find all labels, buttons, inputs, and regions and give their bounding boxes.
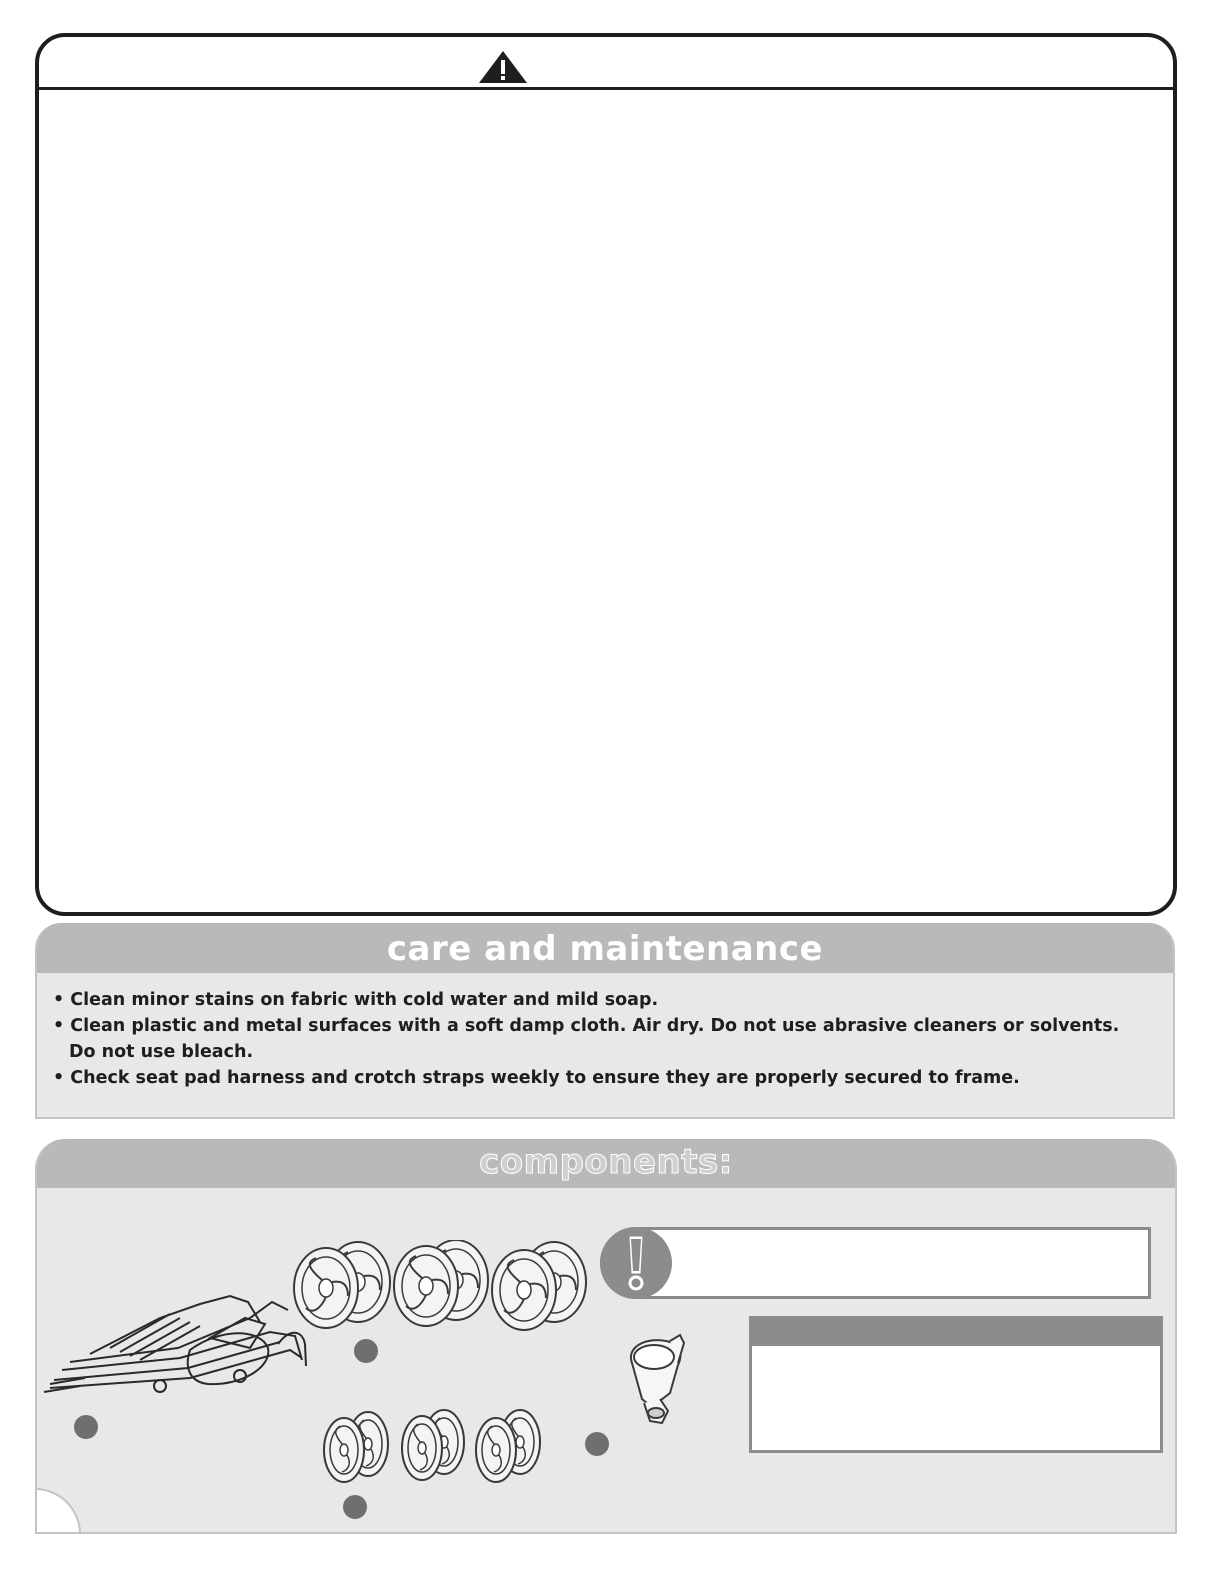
info-table-body (749, 1346, 1163, 1453)
care-list (53, 987, 1121, 1091)
part-marker-cup-holder (585, 1432, 609, 1456)
part-marker-frame (74, 1415, 98, 1439)
part-marker-rear-wheels (354, 1339, 378, 1363)
care-maintenance-panel (35, 923, 1175, 1119)
warning-box (35, 33, 1177, 916)
care-header (37, 923, 1173, 973)
components-header (37, 1139, 1175, 1188)
info-table (749, 1316, 1163, 1453)
care-item-straps: • Check seat pad harness and crotch straps weekly to ensure they are properly secured to frame. (53, 1068, 1020, 1088)
rear-wheels-icon (292, 1240, 590, 1340)
warning-header-divider (39, 87, 1173, 90)
exclamation-icon (600, 1227, 672, 1299)
note-box (600, 1227, 1151, 1299)
front-wheels-icon (318, 1408, 550, 1488)
care-item-surfaces: • Clean plastic and metal surfaces with a soft damp cloth. Air dry. Do not use abrasive cleaners or solvents. Do not use bleach. (53, 1016, 1120, 1062)
care-item-fabric: • Clean minor stains on fabric with cold water and mild soap. (53, 990, 659, 1010)
part-marker-front-wheels (343, 1495, 367, 1519)
corner-notch (35, 1488, 81, 1534)
note-circle (600, 1227, 672, 1299)
warning-triangle-icon (477, 49, 529, 85)
cup-holder-icon (622, 1333, 688, 1427)
components-title: components: (479, 1142, 733, 1182)
care-title: care and maintenance (386, 929, 824, 969)
info-table-header (749, 1316, 1163, 1346)
folded-stroller-frame-icon (40, 1288, 310, 1408)
